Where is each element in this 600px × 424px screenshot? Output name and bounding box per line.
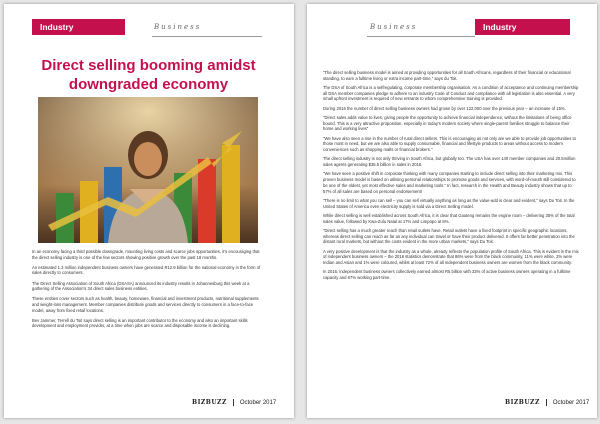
section-tab: Industry Perfomance xyxy=(32,19,125,35)
article-headline: Direct selling booming amidst downgraded economy xyxy=(41,57,256,93)
paragraph: During 2016 the number of direct selling business owners had grown by over 122,000 over the previous year – an increase of 15%. xyxy=(323,105,566,111)
header-rule xyxy=(367,36,475,37)
paragraph: Bev Jammer, Terrell du Toit says direct selling is an important contributor to the economy and also an important skills development and employment provider, at a time when jobs are scarce and disposable income is declining. xyxy=(32,317,248,329)
header-rule xyxy=(152,36,262,37)
paragraph: In an economy facing a third possible downgrade, mounting living costs and scarce jobs opportunities, it's encouraging that the direct selling industry is one of the few sectors showing positive growth over the past 18 months. xyxy=(32,249,260,260)
paragraph: "There is no limit to what you can sell – you can sell virtually anything as long as the value-add is clear and evident," says Du Toit. In the United States of America even electricity supply is sold via a Direct Selling model. xyxy=(323,197,575,209)
page-footer xyxy=(505,396,589,410)
paragraph: A very positive development is that the industry as a whole, already reflects the population profile of South Africa. This is evident in the mix of independent business owners – the 2016 statistics demonstrate that 86% were from the black community, 11% were white, 2% were Indian and Asian and 1% were coloured, whilst at least 72% of all independent business owners are women from the black community. xyxy=(323,248,579,265)
footer-brand: BIZBUZZ xyxy=(505,399,547,406)
paragraph: "We have seen a positive shift in corporate thinking with many companies starting to include direct selling into their marketing mix. This proven business model is based on utilising personal relationships to promote goods and services, with word-of-mouth still considered to be one of the oldest, yet most effective sales and marketing tools." In fact, research in the Health and Beauty industry shows that up to 57% of all sales are based on personal endorsement! xyxy=(323,171,576,194)
paragraph: "The direct selling business model is aimed at providing opportunities for all South Africans, regardless of their financial or educational standing, to earn a fulltime living or extra income part-time," says du Toit. xyxy=(323,70,571,81)
footer-date: October 2017 xyxy=(552,400,590,406)
page-right xyxy=(307,4,597,418)
article-body xyxy=(32,249,264,334)
paragraph: "Direct sales adds value to lives, giving people the opportunity to achieve financial independence, without the limitations of being office bound. This is a very attractive proposition, especially in today's modern society where single-parent families struggle to balance their home and working lives" xyxy=(323,115,572,132)
paragraph: "We have also seen a rise in the number of rural direct sellers. This is encouraging as not only are we able to provide job opportunities to those most in need, but we are also able to supply consumable, financial and lifestyle products to areas without access to modern conveniences such as shopping malls or financial brokers." xyxy=(323,135,576,153)
paragraph: In 2016, independent business owners collectively earned almost R5 billion with 33% of active business owners operating in a fulltime capacity and 67% working part-time. xyxy=(323,269,571,280)
paragraph: The Direct Selling Association of South Africa (DSASA) announced its industry results in Johannesburg this week at a gathering of the Association's 34 direct sales business entities. xyxy=(32,280,250,292)
section-tab: Industry Perfomance xyxy=(475,19,570,35)
paragraph: "Direct selling has a much greater reach than retail outlets have. Retail outlets have a fixed footprint in specific geographic locations, whereas direct selling can reach as far as any individual can travel or have their product delivered. It offers far better penetration into the distant rural markets, but without the costs evident in the more urban markets," says Du Toit. xyxy=(323,227,575,245)
article-body xyxy=(323,70,581,284)
section-label: Business xyxy=(154,23,202,31)
page-footer xyxy=(192,396,276,410)
footer-date: October 2017 xyxy=(239,400,277,406)
paragraph: These entities cover sectors such as health, beauty, homeware, financial and investment products, nutritional supplements and weight-loss management. Member companies distribute goods and services directly to consumers in a face-to-face model, away from fixed retail locations. xyxy=(32,296,259,313)
paragraph: The DSA of South Africa is a selfregulating, corporate membership organisation. As a condition of acceptance and continuing membership all DSA member companies pledge to adhere to an industry Code of Conduct and compliance with all legislation is also essential. A very small upfront investment is required of new entrants to whom comprehensive training is provided. xyxy=(323,85,579,102)
paragraph: An estimated 1.3 million independent business owners have generated R12.9 billion for the national economy in the form of sales directly to consumers. xyxy=(32,264,261,276)
footer-brand: BIZBUZZ xyxy=(192,399,234,406)
section-label: Business xyxy=(370,23,418,31)
hero-photo-graphic xyxy=(38,97,258,243)
paragraph: The direct selling industry is not only thriving in South Africa, but globally too. The USA has over 140 member companies and 20.5million sales agents generating $35.5 billion in sales in 2016. xyxy=(323,156,576,168)
hero-photo xyxy=(38,97,258,243)
page-left xyxy=(4,4,294,418)
paragraph: While direct selling is well established across South Africa, it is clear that Gauteng remains the engine room – delivering 35% of the total sales value, followed by Kwa-Zulu Natal at 17% and Limpopo at 8%. xyxy=(323,212,575,224)
